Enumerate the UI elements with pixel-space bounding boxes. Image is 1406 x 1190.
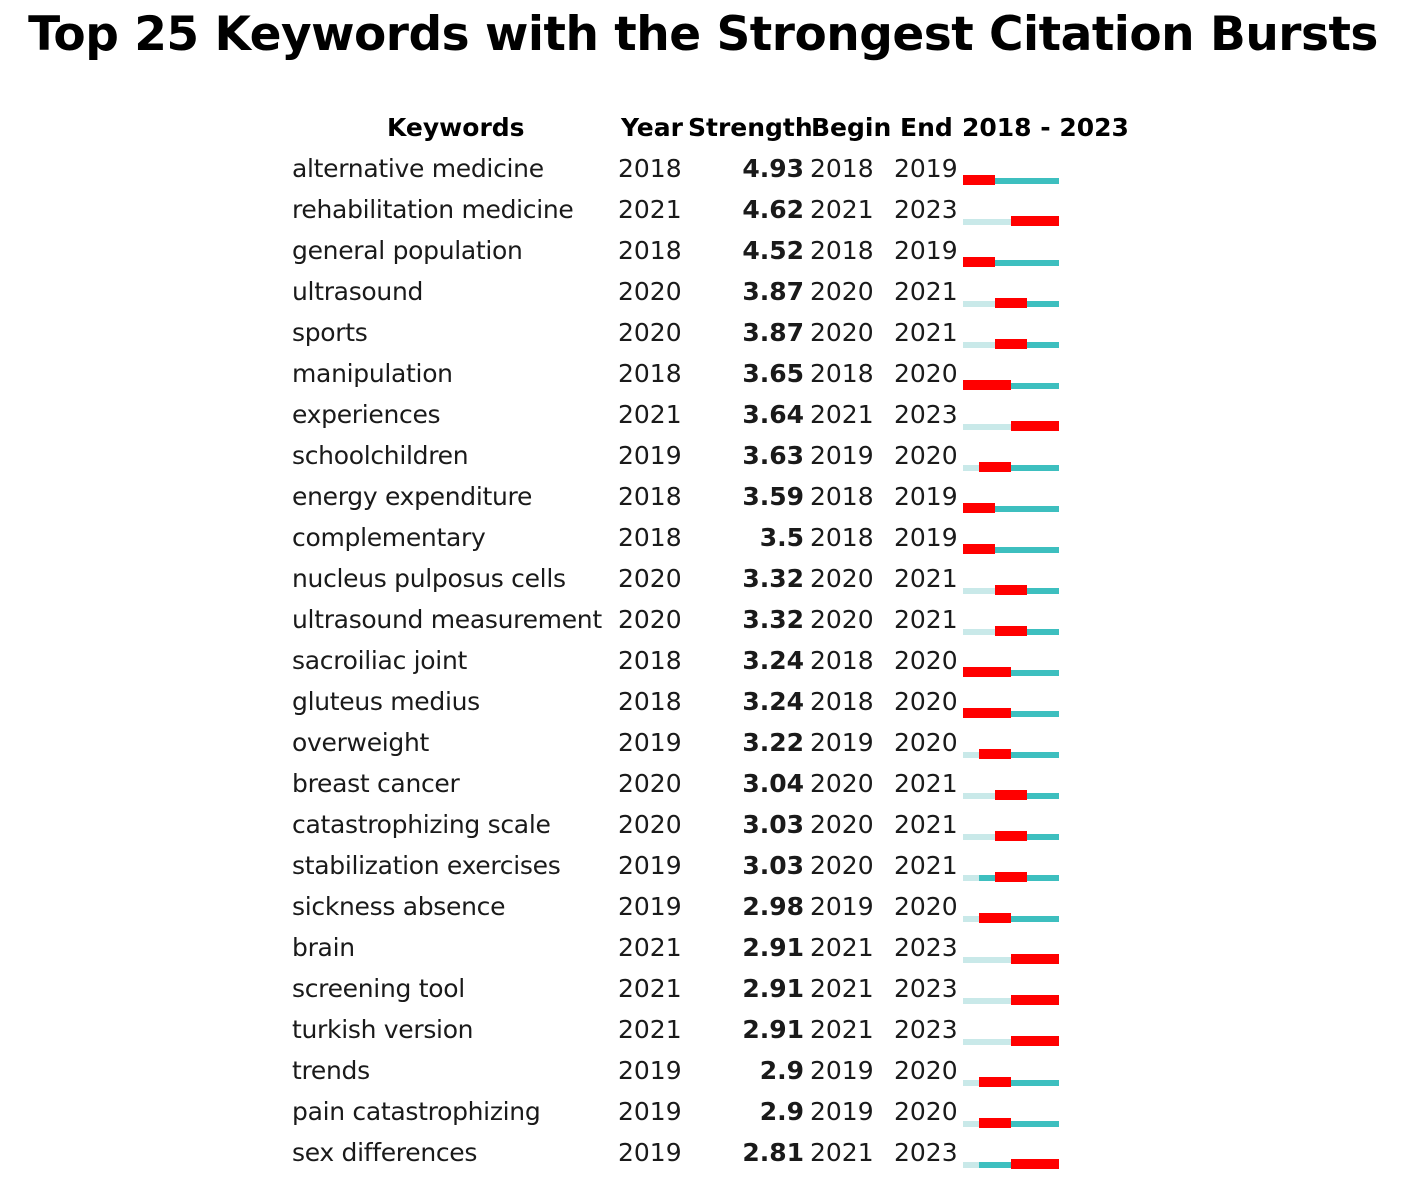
inactive-segment	[963, 588, 979, 594]
inactive-segment	[963, 301, 979, 307]
end-cell: 2019	[894, 154, 958, 183]
burst-segment	[1011, 626, 1027, 636]
burst-segment	[995, 831, 1011, 841]
active-segment	[1027, 260, 1043, 266]
burst-segment	[1011, 298, 1027, 308]
active-segment	[979, 1162, 995, 1168]
inactive-segment	[979, 629, 995, 635]
year-cell: 2020	[618, 277, 682, 306]
active-segment	[1027, 506, 1043, 512]
year-cell: 2018	[618, 359, 682, 388]
begin-cell: 2019	[810, 1097, 874, 1126]
strength-cell: 4.52	[742, 236, 804, 265]
active-segment	[1043, 301, 1059, 307]
burst-segment	[1027, 421, 1043, 431]
active-segment	[995, 260, 1011, 266]
keyword-cell: sickness absence	[292, 892, 506, 921]
inactive-segment	[963, 1039, 979, 1045]
inactive-segment	[963, 998, 979, 1004]
begin-cell: 2018	[810, 482, 874, 511]
inactive-segment	[979, 588, 995, 594]
year-cell: 2021	[618, 400, 682, 429]
active-segment	[1011, 260, 1027, 266]
active-segment	[1043, 629, 1059, 635]
burst-segment	[1011, 1159, 1027, 1169]
burst-segment	[995, 462, 1011, 472]
strength-cell: 3.24	[742, 646, 804, 675]
begin-cell: 2019	[810, 892, 874, 921]
inactive-segment	[979, 342, 995, 348]
begin-cell: 2018	[810, 646, 874, 675]
active-segment	[1027, 383, 1043, 389]
end-cell: 2021	[894, 810, 958, 839]
active-segment	[1011, 178, 1027, 184]
end-cell: 2020	[894, 728, 958, 757]
inactive-segment	[995, 957, 1011, 963]
burst-segment	[1011, 339, 1027, 349]
year-cell: 2018	[618, 687, 682, 716]
year-cell: 2019	[618, 1056, 682, 1085]
burst-segment	[995, 626, 1011, 636]
keyword-cell: brain	[292, 933, 355, 962]
strength-cell: 4.93	[742, 154, 804, 183]
begin-cell: 2021	[810, 195, 874, 224]
burst-segment	[1043, 1036, 1059, 1046]
begin-cell: 2018	[810, 523, 874, 552]
end-cell: 2023	[894, 974, 958, 1003]
begin-cell: 2020	[810, 318, 874, 347]
active-segment	[1043, 752, 1059, 758]
end-cell: 2023	[894, 400, 958, 429]
burst-segment	[979, 503, 995, 513]
active-segment	[1011, 916, 1027, 922]
inactive-segment	[979, 957, 995, 963]
active-segment	[995, 1162, 1011, 1168]
inactive-segment	[979, 219, 995, 225]
inactive-segment	[963, 219, 979, 225]
inactive-segment	[979, 834, 995, 840]
active-segment	[1027, 670, 1043, 676]
keyword-cell: sex differences	[292, 1138, 478, 1167]
begin-cell: 2018	[810, 236, 874, 265]
begin-cell: 2021	[810, 933, 874, 962]
inactive-segment	[979, 1039, 995, 1045]
inactive-segment	[963, 834, 979, 840]
end-cell: 2020	[894, 1097, 958, 1126]
burst-segment	[979, 667, 995, 677]
keyword-cell: manipulation	[292, 359, 453, 388]
burst-segment	[1027, 216, 1043, 226]
active-segment	[1043, 383, 1059, 389]
header-keywords: Keywords	[387, 113, 525, 142]
burst-segment	[1011, 585, 1027, 595]
burst-segment	[995, 667, 1011, 677]
keyword-cell: alternative medicine	[292, 154, 544, 183]
year-cell: 2020	[618, 605, 682, 634]
burst-segment	[1027, 1159, 1043, 1169]
keyword-cell: breast cancer	[292, 769, 460, 798]
inactive-segment	[995, 424, 1011, 430]
burst-segment	[1011, 216, 1027, 226]
inactive-segment	[979, 424, 995, 430]
begin-cell: 2020	[810, 851, 874, 880]
end-cell: 2020	[894, 441, 958, 470]
active-segment	[1011, 752, 1027, 758]
keyword-cell: sacroiliac joint	[292, 646, 467, 675]
end-cell: 2019	[894, 236, 958, 265]
active-segment	[1011, 383, 1027, 389]
strength-cell: 2.91	[742, 1015, 804, 1044]
active-segment	[1027, 588, 1043, 594]
strength-cell: 3.22	[742, 728, 804, 757]
keyword-cell: ultrasound measurement	[292, 605, 602, 634]
end-cell: 2023	[894, 1015, 958, 1044]
end-cell: 2023	[894, 1138, 958, 1167]
inactive-segment	[963, 342, 979, 348]
keyword-cell: turkish version	[292, 1015, 474, 1044]
active-segment	[1027, 1080, 1043, 1086]
keyword-cell: schoolchildren	[292, 441, 469, 470]
active-segment	[1027, 752, 1043, 758]
active-segment	[1027, 875, 1043, 881]
begin-cell: 2018	[810, 687, 874, 716]
burst-segment	[995, 1077, 1011, 1087]
year-cell: 2018	[618, 523, 682, 552]
burst-segment	[1027, 1036, 1043, 1046]
end-cell: 2020	[894, 646, 958, 675]
strength-cell: 2.98	[742, 892, 804, 921]
active-segment	[1043, 588, 1059, 594]
active-segment	[1027, 629, 1043, 635]
inactive-segment	[963, 629, 979, 635]
keyword-cell: sports	[292, 318, 368, 347]
year-cell: 2021	[618, 1015, 682, 1044]
burst-segment	[1043, 421, 1059, 431]
active-segment	[1027, 178, 1043, 184]
inactive-segment	[963, 1162, 979, 1168]
strength-cell: 2.91	[742, 974, 804, 1003]
year-cell: 2020	[618, 564, 682, 593]
header-year: Year	[621, 113, 683, 142]
burst-segment	[1043, 995, 1059, 1005]
header-end: End	[900, 113, 953, 142]
begin-cell: 2020	[810, 810, 874, 839]
burst-segment	[995, 380, 1011, 390]
active-segment	[1011, 465, 1027, 471]
end-cell: 2021	[894, 605, 958, 634]
active-segment	[1027, 301, 1043, 307]
inactive-segment	[963, 1080, 979, 1086]
year-cell: 2019	[618, 851, 682, 880]
keyword-cell: complementary	[292, 523, 486, 552]
burst-segment	[979, 257, 995, 267]
burst-segment	[995, 585, 1011, 595]
active-segment	[995, 506, 1011, 512]
burst-segment	[979, 462, 995, 472]
strength-cell: 3.59	[742, 482, 804, 511]
begin-cell: 2019	[810, 1056, 874, 1085]
strength-cell: 4.62	[742, 195, 804, 224]
keyword-cell: trends	[292, 1056, 370, 1085]
burst-segment	[995, 1118, 1011, 1128]
active-segment	[1027, 1121, 1043, 1127]
header-begin: Begin	[811, 113, 892, 142]
burst-segment	[995, 749, 1011, 759]
inactive-segment	[995, 219, 1011, 225]
burst-segment	[1043, 216, 1059, 226]
burst-segment	[1011, 872, 1027, 882]
burst-segment	[1043, 1159, 1059, 1169]
burst-segment	[979, 544, 995, 554]
active-segment	[1027, 465, 1043, 471]
burst-segment	[963, 667, 979, 677]
year-cell: 2020	[618, 810, 682, 839]
strength-cell: 3.65	[742, 359, 804, 388]
strength-cell: 3.03	[742, 810, 804, 839]
active-segment	[1043, 1121, 1059, 1127]
strength-cell: 2.9	[759, 1056, 804, 1085]
strength-cell: 3.32	[742, 605, 804, 634]
burst-segment	[995, 790, 1011, 800]
active-segment	[1043, 342, 1059, 348]
active-segment	[1043, 875, 1059, 881]
keyword-cell: overweight	[292, 728, 430, 757]
strength-cell: 3.87	[742, 277, 804, 306]
burst-segment	[979, 749, 995, 759]
begin-cell: 2020	[810, 277, 874, 306]
end-cell: 2019	[894, 482, 958, 511]
begin-cell: 2019	[810, 728, 874, 757]
burst-segment	[963, 380, 979, 390]
end-cell: 2023	[894, 195, 958, 224]
chart-title: Top 25 Keywords with the Strongest Citation Bursts	[28, 7, 1378, 62]
strength-cell: 3.63	[742, 441, 804, 470]
burst-segment	[1027, 995, 1043, 1005]
burst-segment	[1043, 954, 1059, 964]
header-range: 2018 - 2023	[962, 113, 1129, 142]
year-cell: 2018	[618, 154, 682, 183]
end-cell: 2021	[894, 564, 958, 593]
begin-cell: 2019	[810, 441, 874, 470]
keyword-cell: gluteus medius	[292, 687, 480, 716]
year-cell: 2019	[618, 892, 682, 921]
inactive-segment	[963, 875, 979, 881]
active-segment	[1011, 547, 1027, 553]
active-segment	[995, 178, 1011, 184]
end-cell: 2019	[894, 523, 958, 552]
strength-cell: 2.81	[742, 1138, 804, 1167]
year-cell: 2021	[618, 195, 682, 224]
burst-segment	[963, 503, 979, 513]
year-cell: 2021	[618, 974, 682, 1003]
strength-cell: 3.04	[742, 769, 804, 798]
strength-cell: 3.24	[742, 687, 804, 716]
burst-segment	[1011, 831, 1027, 841]
active-segment	[1043, 547, 1059, 553]
active-segment	[1027, 711, 1043, 717]
strength-cell: 3.03	[742, 851, 804, 880]
inactive-segment	[995, 1039, 1011, 1045]
burst-segment	[1011, 1036, 1027, 1046]
active-segment	[995, 547, 1011, 553]
inactive-segment	[979, 998, 995, 1004]
year-cell: 2020	[618, 318, 682, 347]
year-cell: 2019	[618, 441, 682, 470]
end-cell: 2021	[894, 769, 958, 798]
keyword-cell: stabilization exercises	[292, 851, 561, 880]
burst-segment	[995, 872, 1011, 882]
burst-segment	[1011, 995, 1027, 1005]
active-segment	[1043, 178, 1059, 184]
burst-segment	[963, 708, 979, 718]
inactive-segment	[963, 957, 979, 963]
year-cell: 2021	[618, 933, 682, 962]
active-segment	[1043, 506, 1059, 512]
year-cell: 2018	[618, 482, 682, 511]
end-cell: 2023	[894, 933, 958, 962]
strength-cell: 2.9	[759, 1097, 804, 1126]
burst-segment	[979, 175, 995, 185]
burst-segment	[963, 544, 979, 554]
end-cell: 2020	[894, 892, 958, 921]
burst-segment	[995, 913, 1011, 923]
active-segment	[1043, 1080, 1059, 1086]
begin-cell: 2018	[810, 359, 874, 388]
inactive-segment	[963, 424, 979, 430]
active-segment	[1027, 793, 1043, 799]
keyword-cell: experiences	[292, 400, 441, 429]
header-strength: Strength	[688, 113, 813, 142]
burst-segment	[995, 708, 1011, 718]
begin-cell: 2021	[810, 1015, 874, 1044]
keyword-cell: screening tool	[292, 974, 465, 1003]
active-segment	[979, 875, 995, 881]
burst-segment	[979, 1118, 995, 1128]
strength-cell: 3.64	[742, 400, 804, 429]
keyword-cell: rehabilitation medicine	[292, 195, 574, 224]
inactive-segment	[963, 916, 979, 922]
inactive-segment	[979, 793, 995, 799]
inactive-segment	[963, 793, 979, 799]
active-segment	[1043, 916, 1059, 922]
begin-cell: 2020	[810, 769, 874, 798]
active-segment	[1027, 916, 1043, 922]
burst-segment	[1011, 954, 1027, 964]
keyword-cell: pain catastrophizing	[292, 1097, 541, 1126]
inactive-segment	[963, 1121, 979, 1127]
keyword-cell: energy expenditure	[292, 482, 533, 511]
end-cell: 2020	[894, 1056, 958, 1085]
year-cell: 2018	[618, 236, 682, 265]
active-segment	[1043, 793, 1059, 799]
end-cell: 2020	[894, 687, 958, 716]
keyword-cell: general population	[292, 236, 523, 265]
year-cell: 2019	[618, 1097, 682, 1126]
begin-cell: 2020	[810, 564, 874, 593]
year-cell: 2019	[618, 1138, 682, 1167]
inactive-segment	[963, 752, 979, 758]
end-cell: 2021	[894, 277, 958, 306]
burst-segment	[979, 380, 995, 390]
strength-cell: 3.5	[759, 523, 804, 552]
inactive-segment	[963, 465, 979, 471]
inactive-segment	[979, 301, 995, 307]
active-segment	[1011, 1080, 1027, 1086]
active-segment	[1043, 465, 1059, 471]
active-segment	[1043, 260, 1059, 266]
keyword-cell: catastrophizing scale	[292, 810, 551, 839]
strength-cell: 3.87	[742, 318, 804, 347]
burst-segment	[979, 708, 995, 718]
burst-segment	[1011, 790, 1027, 800]
active-segment	[1043, 711, 1059, 717]
begin-cell: 2021	[810, 400, 874, 429]
burst-segment	[963, 175, 979, 185]
burst-segment	[979, 1077, 995, 1087]
burst-segment	[1011, 421, 1027, 431]
active-segment	[1011, 506, 1027, 512]
active-segment	[1011, 1121, 1027, 1127]
active-segment	[1027, 834, 1043, 840]
strength-cell: 2.91	[742, 933, 804, 962]
end-cell: 2021	[894, 318, 958, 347]
begin-cell: 2021	[810, 1138, 874, 1167]
year-cell: 2019	[618, 728, 682, 757]
burst-segment	[995, 298, 1011, 308]
begin-cell: 2018	[810, 154, 874, 183]
begin-cell: 2020	[810, 605, 874, 634]
strength-cell: 3.32	[742, 564, 804, 593]
active-segment	[1027, 342, 1043, 348]
year-cell: 2018	[618, 646, 682, 675]
burst-segment	[979, 913, 995, 923]
inactive-segment	[995, 998, 1011, 1004]
burst-segment	[963, 257, 979, 267]
burst-segment	[995, 339, 1011, 349]
active-segment	[1011, 670, 1027, 676]
end-cell: 2021	[894, 851, 958, 880]
year-cell: 2020	[618, 769, 682, 798]
burst-segment	[1027, 954, 1043, 964]
active-segment	[1043, 834, 1059, 840]
end-cell: 2020	[894, 359, 958, 388]
active-segment	[1011, 711, 1027, 717]
keyword-cell: nucleus pulposus cells	[292, 564, 566, 593]
active-segment	[1027, 547, 1043, 553]
begin-cell: 2021	[810, 974, 874, 1003]
keyword-cell: ultrasound	[292, 277, 424, 306]
active-segment	[1043, 670, 1059, 676]
